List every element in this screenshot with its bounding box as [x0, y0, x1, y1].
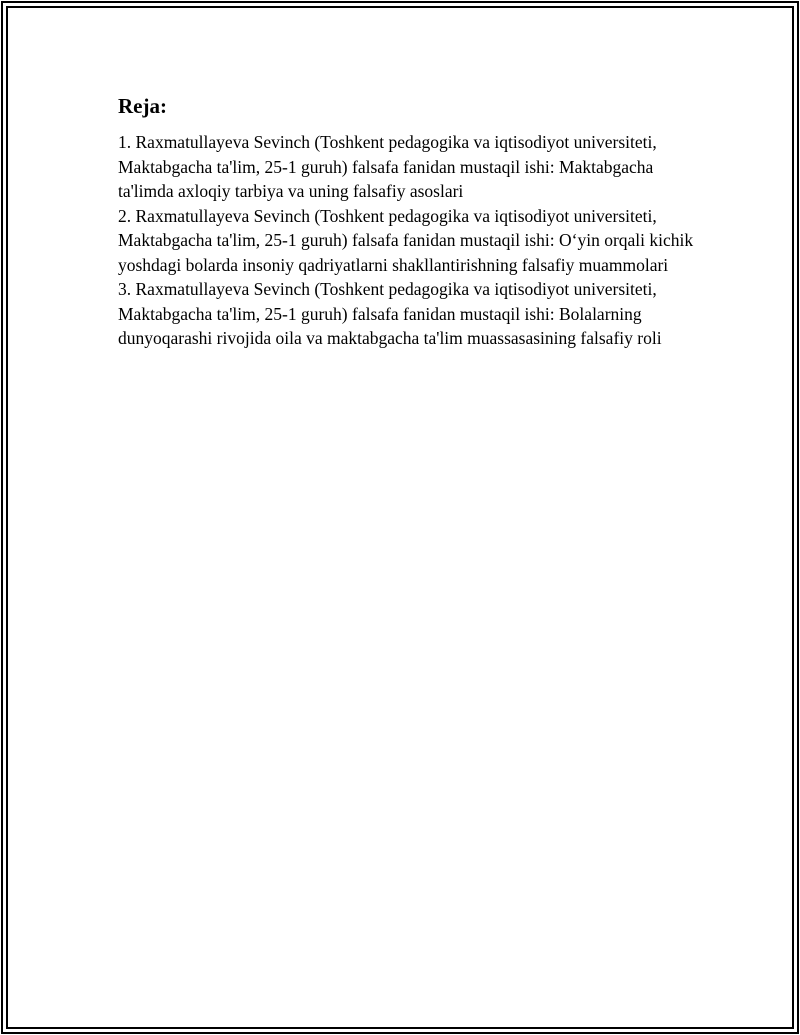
plan-item-1: 1. Raxmatullayeva Sevinch (Toshkent pedagogika va iqtisodiyot universiteti, Maktabgacha ta'lim, 25-1 guruh) falsafa fanidan mustaqil ishi: Maktabgacha ta'limda axloqiy tarbiya va uning falsafiy asoslari	[118, 132, 657, 201]
plan-item-2: 2. Raxmatullayeva Sevinch (Toshkent pedagogika va iqtisodiyot universiteti, Maktabgacha ta'lim, 25-1 guruh) falsafa fanidan mustaqil ishi: O‘yin orqali kichik yoshdagi bolarda insoniy qadriyatlarni shakllantirishning falsafiy muammolari	[118, 205, 694, 275]
plan-list	[118, 130, 698, 351]
plan-item-3: 3. Raxmatullayeva Sevinch (Toshkent pedagogika va iqtisodiyot universiteti, Maktabgacha ta'lim, 25-1 guruh) falsafa fanidan mustaqil ishi: Bolalarning dunyoqarashi rivojida oila va maktabgacha ta'lim muassasasining falsafiy roli	[118, 279, 662, 348]
document-content	[118, 92, 698, 351]
plan-heading: Reja:	[118, 94, 167, 118]
